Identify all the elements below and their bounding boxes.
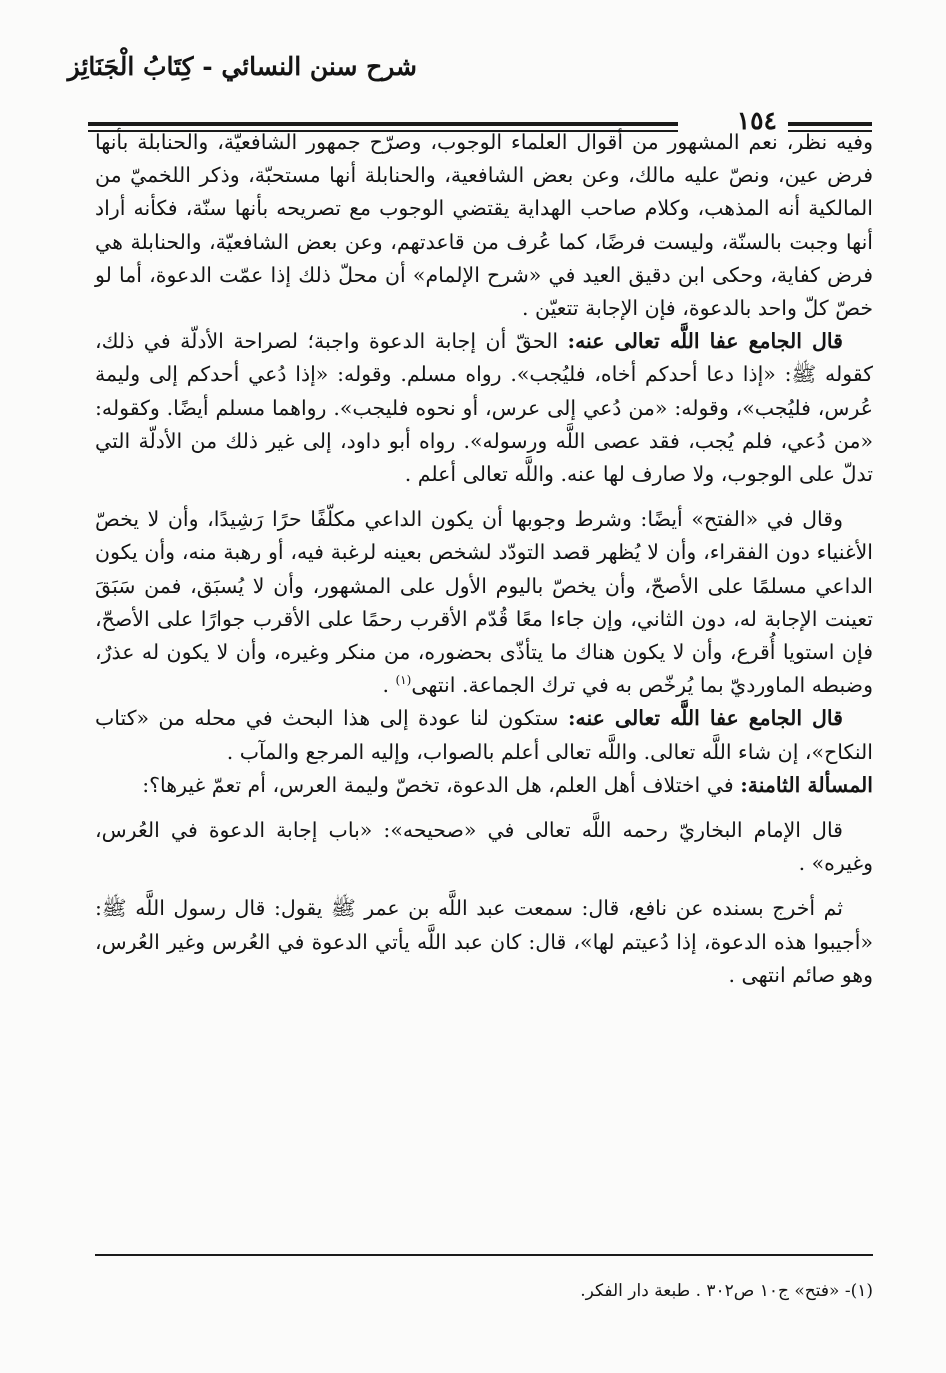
paragraph-5-text: في اختلاف أهل العلم، هل الدعوة، تخصّ وليمة العرس، أم تعمّ غيرها؟: <box>142 772 734 797</box>
paragraph-4-text: ستكون لنا عودة إلى هذا البحث في محله من «كتاب النكاح»، إن شاء اللَّه تعالى. واللَّه تعالى أعلم بالصواب، وإليه المرجع والمآب . <box>95 706 873 764</box>
paragraph-6: قال الإمام البخاريّ رحمه اللَّه تعالى في «صحيحه»: «باب إجابة الدعوة في العُرس، وغيره» . <box>95 818 873 876</box>
author-comment-label: قال الجامع عفا اللَّه تعالى عنه: <box>567 329 843 354</box>
body-text <box>95 126 873 992</box>
paragraph-4 <box>95 702 873 768</box>
footnote-reference: (١) <box>395 673 412 688</box>
paragraph-1: وفيه نظر، نعم المشهور من أقوال العلماء الوجوب، وصرّح جمهور الشافعيّة، والحنابلة بأنها فرض عين، ونصّ عليه مالك، وعن بعض الشافعية، والحنابلة أنها مستحبّة، وذكر اللخميّ من المالكية أنه المذهب، وكلام صاحب الهداية يقتضي الوجوب مع تصريحه بأنها سنّة، فكأنه أراد أنها وجبت بالسنّة، وليست فرضًا، كما عُرف من قاعدتهم، وعن بعض الشافعيّة، والحنابلة هي فرض كفاية، وحكى ابن دقيق العيد في «شرح الإلمام» أن محلّ ذلك إذا عمّت الدعوة، أما لو خصّ كلّ واحد بالدعوة، فإن الإجابة تتعيّن . <box>95 130 874 321</box>
paragraph-3-text: وقال في «الفتح» أيضًا: وشرط وجوبها أن يكون الداعي مكلّفًا حرًا رَشِيدًا، وأن لا يخصّ الأغنياء دون الفقراء، وأن لا يُظهر قصد التودّد لشخص بعينه لرغبة فيه، أو رهبة منه، وأن يكون الداعي مسلمًا على الأصحّ، وأن يخصّ باليوم الأول على المشهور، وأن لا يُسبَق، فمن سَبَقَ تعينت الإجابة له، دون الثاني، وإن جاءا معًا قُدّم الأقرب رحمًا على الأقرب جوارًا على الأصحّ، فإن استويا أُقرع، وأن لا يكون هناك ما يتأذّى بحضوره، من منكر وغيره، وأن لا يكون له عذرٌ، وضبطه الماورديّ بما يُرخّص به في ترك الجماعة. انتهى <box>95 507 873 698</box>
issue-heading: المسألة الثامنة: <box>740 772 873 797</box>
paragraph-3: وقال في «الفتح» أيضًا: وشرط وجوبها أن يكون الداعي مكلّفًا حرًا رَشِيدًا، وأن لا يخصّ الأغنياء دون الفقراء، وأن لا يُظهر قصد التودّد لشخص بعينه لرغبة فيه، أو رهبة منه، وأن يكون الداعي مسلمًا على الأصحّ، وأن يخصّ باليوم الأول على المشهور، وأن لا يُسبَق، فمن سَبَقَ تعينت الإجابة له، دون الثاني، وإن جاءا معًا قُدّم الأقرب رحمًا على الأقرب جوارًا على الأصحّ، فإن استويا أُقرع، وأن لا يكون هناك ما يتأذّى بحضوره، من منكر وغيره، وأن لا يكون له عذرٌ، وضبطه الماورديّ بما يُرخّص به في ترك الجماعة. انتهى$^{(١)}$ . <box>95 507 873 698</box>
running-header <box>67 40 872 135</box>
paragraph-7: ثم أخرج بسنده عن نافع، قال: سمعت عبد اللَّه بن عمر ﷺ يقول: قال رسول اللَّه ﷺ: «أجيبوا هذه الدعوة، إذا دُعيتم لها»، قال: كان عبد اللَّه يأتي الدعوة في العُرس وغير العُرس، وهو صائم انتهى . <box>95 896 873 987</box>
footnote-divider <box>95 1254 873 1256</box>
page-number: ١٥٤ <box>736 106 777 135</box>
author-comment-label: قال الجامع عفا اللَّه تعالى عنه: <box>567 706 843 731</box>
paragraph-2-text: الحقّ أن إجابة الدعوة واجبة؛ لصراحة الأدلّة في ذلك، كقوله ﷺ: «إذا دعا أحدكم أخاه، فليُجب». رواه مسلم. وقوله: «إذا دُعي أحدكم إلى وليمة عُرس، فليُجب»، وقوله: «من دُعي إلى عرس، أو نحوه فليجب». رواهما مسلم أيضًا. وكقوله: «من دُعي، فلم يُجب، فقد عصى اللَّه ورسوله». رواه أبو داود، إلى غير ذلك من الأدلّة التي تدلّ على الوجوب، ولا صارف لها عنه. واللَّه تعالى أعلم . <box>95 329 873 487</box>
page-title: شرح سنن النسائي - كِتَابُ الْجَنَائِز <box>67 52 417 81</box>
paragraph-5 <box>95 769 873 802</box>
paragraph-2 <box>95 325 873 491</box>
footnote: (١)- «فتح» ج١٠ ص٣٠٢ . طبعة دار الفكر. <box>580 1281 873 1301</box>
